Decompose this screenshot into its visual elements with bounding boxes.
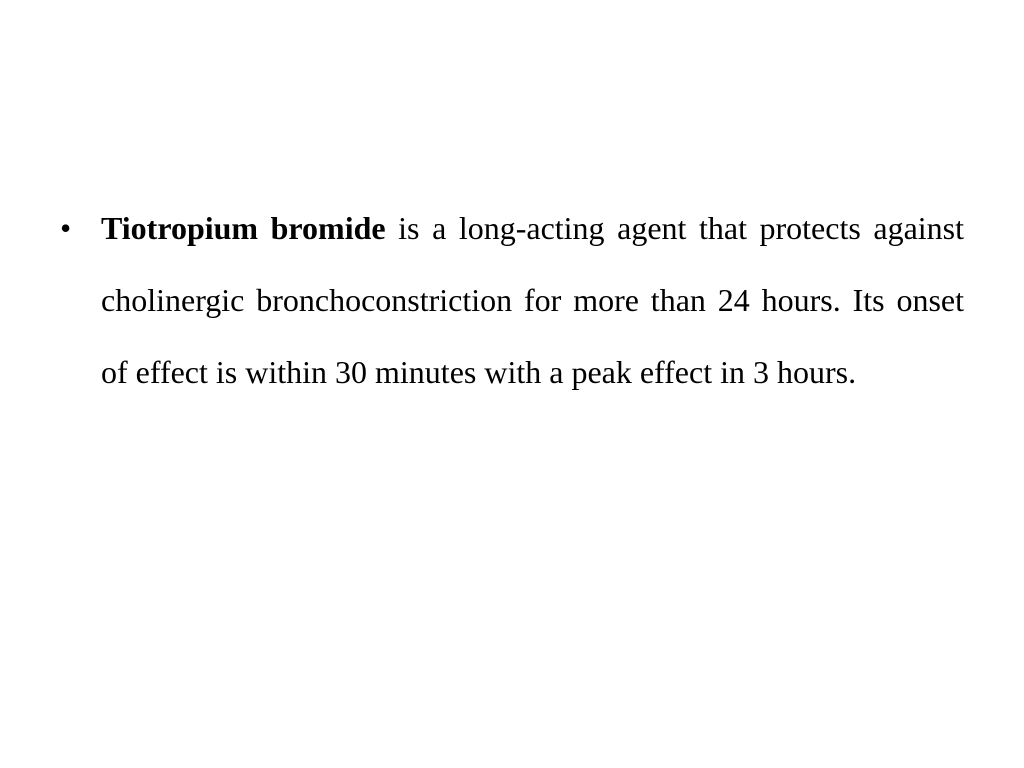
bullet-text: is a long-acting agent that protects against cholinergic bronchoconstriction for more than 24 hours. Its onset of effect is within 30 minutes with a peak effect in 3 hours. (101, 210, 965, 390)
bullet-item (60, 192, 964, 408)
bullet-list (60, 192, 964, 408)
bullet-term: Tiotropium bromide (101, 210, 386, 246)
bullet-marker: • (60, 210, 72, 246)
